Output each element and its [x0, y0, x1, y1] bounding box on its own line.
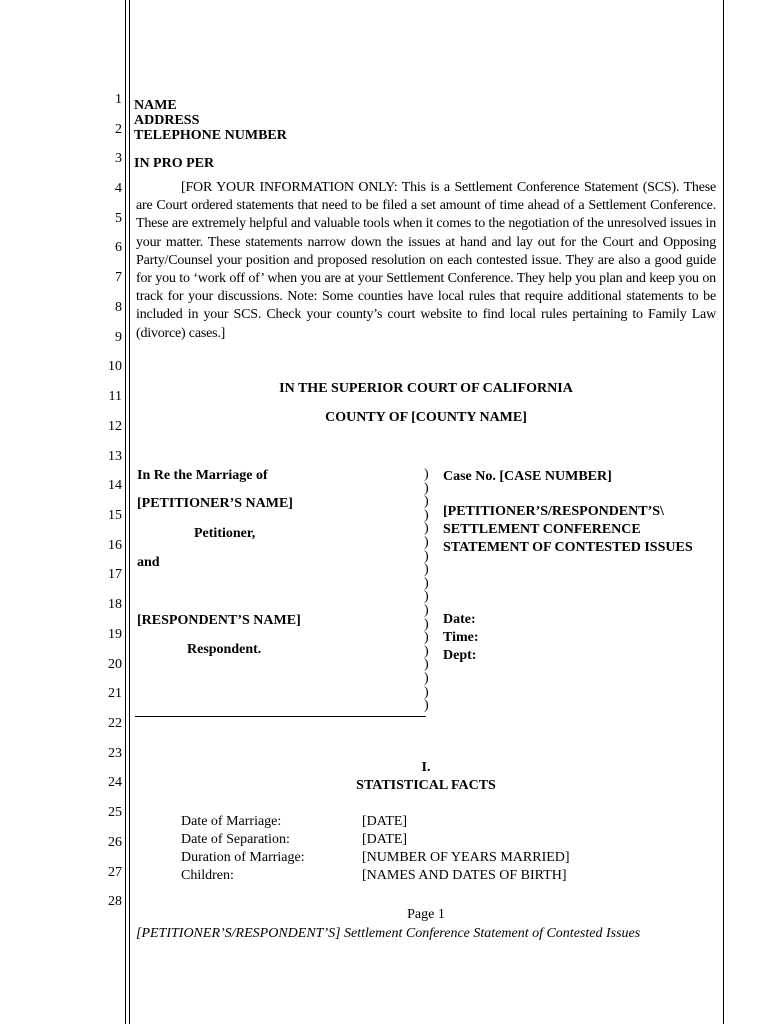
hearing-date-label: Date:	[443, 612, 476, 627]
line-number: 6	[115, 240, 122, 255]
pro-per-label: IN PRO PER	[134, 156, 215, 171]
line-number: 26	[108, 835, 122, 850]
right-margin-rule	[723, 0, 724, 1024]
line-number: 23	[108, 746, 122, 761]
facts-values	[362, 813, 570, 885]
petitioner-label: Petitioner,	[194, 526, 256, 541]
line-number: 20	[108, 657, 122, 672]
hearing-dept-label: Dept:	[443, 648, 477, 663]
hearing-time-label: Time:	[443, 630, 479, 645]
line-number: 8	[115, 300, 122, 315]
line-number: 28	[108, 894, 122, 909]
fact-value: [NUMBER OF YEARS MARRIED]	[362, 850, 570, 865]
fact-value: [NAMES AND DATES OF BIRTH]	[362, 868, 567, 883]
line-number: 11	[108, 389, 122, 404]
line-number: 18	[108, 597, 122, 612]
line-number: 16	[108, 538, 122, 553]
line-number: 22	[108, 716, 122, 731]
section-title: STATISTICAL FACTS	[356, 778, 496, 793]
line-number: 2	[115, 122, 122, 137]
page-number: Page 1	[407, 907, 445, 922]
left-margin-rule-outer	[125, 0, 126, 1024]
line-number: 24	[108, 775, 122, 790]
line-number: 19	[108, 627, 122, 642]
line-number: 25	[108, 805, 122, 820]
fact-label: Duration of Marriage:	[181, 850, 305, 865]
document-title-line2: SETTLEMENT CONFERENCE	[443, 522, 641, 537]
line-number: 13	[108, 449, 122, 464]
party-address: ADDRESS	[134, 113, 200, 128]
facts-labels	[181, 813, 305, 885]
document-title-line1: [PETITIONER’S/RESPONDENT’S\	[443, 504, 664, 519]
info-note: [FOR YOUR INFORMATION ONLY: This is a Settlement Conference Statement (SCS). These are Court ordered statements that need to be filed a set amount of time ahead of a Settlement Conference. These are extremely helpful and valuable tools when it comes to the negotiation of the unresolved issues in your matter. These statements narrow down the issues at hand and lay out for the Court and Opposing Party/Counsel your position and proposed resolution on each contested issue. They are also a good guide for you to ‘work off of’ when you are at your Settlement Conference. They help you plan and keep you on track for your discussions. Note: Some counties have local rules that require additional statements to be included in your SCS. Check your county’s court website to find local rules pertaining to Family Law (divorce) cases.]	[136, 180, 716, 341]
party-name: NAME	[134, 98, 177, 113]
line-number: 4	[115, 181, 122, 196]
fact-value: [DATE]	[362, 814, 408, 829]
case-number: Case No. [CASE NUMBER]	[443, 469, 612, 484]
line-number: 14	[108, 478, 122, 493]
petitioner-name: [PETITIONER’S NAME]	[137, 496, 293, 511]
line-number: 15	[108, 508, 122, 523]
document-title	[443, 503, 693, 557]
and-label: and	[137, 555, 160, 570]
caption-underline	[135, 716, 426, 717]
fact-label: Date of Separation:	[181, 832, 290, 847]
party-header	[134, 98, 287, 143]
in-re-label: In Re the Marriage of	[137, 468, 268, 483]
line-number: 27	[108, 865, 122, 880]
line-number: 5	[115, 211, 122, 226]
line-number: 1	[115, 92, 122, 107]
line-number: 21	[108, 686, 122, 701]
section-number: I.	[421, 760, 431, 775]
line-number: 7	[115, 270, 122, 285]
caption-paren-column: ) ) ) ) ) ) ) ) ) ) ) ) ) ) ) ) ) )	[424, 467, 429, 714]
fact-label: Date of Marriage:	[181, 814, 282, 829]
court-title: IN THE SUPERIOR COURT OF CALIFORNIA	[279, 381, 573, 396]
line-number: 10	[108, 359, 122, 374]
respondent-label: Respondent.	[187, 642, 262, 657]
footer-title: [PETITIONER’S/RESPONDENT’S] Settlement Conference Statement of Contested Issues	[136, 926, 641, 941]
line-number: 12	[108, 419, 122, 434]
left-margin-rule-inner	[129, 0, 130, 1024]
fact-value: [DATE]	[362, 832, 408, 847]
case-caption-right	[443, 468, 612, 486]
county-title: COUNTY OF [COUNTY NAME]	[325, 410, 527, 425]
fact-label: Children:	[181, 868, 234, 883]
hearing-info	[443, 611, 479, 665]
respondent-name: [RESPONDENT’S NAME]	[137, 613, 301, 628]
document-title-line3: STATEMENT OF CONTESTED ISSUES	[443, 540, 693, 555]
line-number: 9	[115, 330, 122, 345]
party-phone: TELEPHONE NUMBER	[134, 128, 287, 143]
line-number: 3	[115, 151, 122, 166]
line-number: 17	[108, 567, 122, 582]
